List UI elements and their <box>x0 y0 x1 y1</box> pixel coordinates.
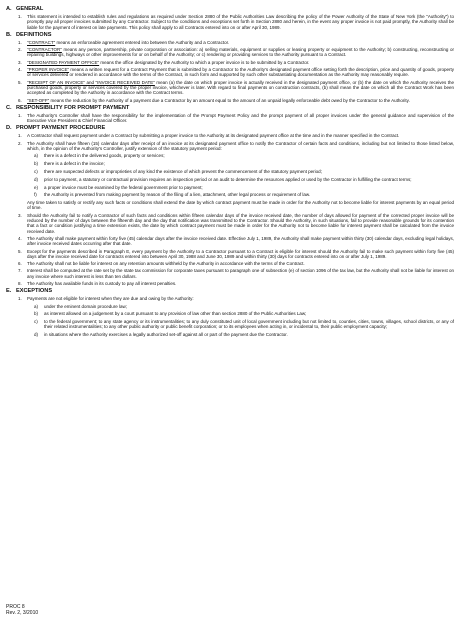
definition-item: 1. "CONTRACT" means an enforceable agreement entered into between the Authority and a Contractor. <box>18 39 230 45</box>
document-code: PROC 8 <box>6 604 25 610</box>
defined-term: "DESIGNATED PAYMENT OFFICE" <box>27 59 100 65</box>
list-item: 6. The Authority shall not be liable for interest on any retention amounts withheld by the Authority in accordance with the terms of the Contract. <box>18 261 305 267</box>
list-item: 3. Should the Authority fail to notify a Contractor of such facts and conditions within fifteen calendar days of the invoice received date, the number of days allowed for payment of the corrected proper invoice will be reduced by the number of days between the fifteenth day and the day that notification was transmitted to the Contractor. Should the Authority, in such situations, fail to provide reasonable grounds for its contention that a fact or condition justifying a time extension exists, the date by which contract payment must be made in order for the Authority not to become liable for interest payment shall be calculated from the invoice received date. <box>18 212 454 234</box>
defined-term: "SET-OFF" <box>27 97 50 103</box>
definition-item: 2. "CONTRACTOR" means any person, partnership, private corporation or association: a) selling materials, equipment or supplies or leasing property or equipment to the Authority; b) constructing, reconstructing or repairing buildings, highways or other improvements for or on behalf of the Authority; or c) rendering or providing services to the Authority pursuant to a Contract. <box>18 47 454 58</box>
definition-item: 4. "PROPER INVOICE" means a written request for a Contract Payment that is submitted by a Contractor to the Authority's designated payment office setting forth the description, price and quantity of goods, property or services delivered or rendered in accordance with the terms of the Contract, in such form and supported by such other substantiating documentation as the Authority may reasonably require. <box>18 67 455 78</box>
definition-item: 3. "DESIGNATED PAYMENT OFFICE" means the office designated by the Authority to which a proper invoice is to be submitted by a Contractor. <box>18 59 310 65</box>
policy-document <box>6 4 454 340</box>
sub-list-item: a) under the eminent domain procedure law; <box>34 303 128 309</box>
definition-item: 5. "RECEIPT OF AN INVOICE" and "INVOICE RECEIVED DATE" mean (a) the date on which proper invoice is actually received in the designated payment office, or (b) the date on which the Authority receives the purchased goods, property or services covered by the proper invoice, whichever is later. With regard to final payments on construction contracts, (b) shall mean the date on which all the Contract Work has been accepted as completed by the Authority in accordance with the Contract terms. <box>18 79 454 96</box>
section-heading: E. EXCEPTIONS <box>6 288 53 295</box>
defined-term: "CONTRACTOR" <box>27 47 62 53</box>
sub-list-item: c) there are suspected defects or improprieties of any kind the existence of which prevent the commencement of the statutory payment period; <box>34 168 322 174</box>
paragraph: Any time taken to satisfy or rectify any such facts or conditions shall extend the date by which contract payment must be made in order for the Authority not to become liable for interest payments by an equal period of time. <box>27 200 454 211</box>
defined-term: "CONTRACT" <box>27 39 56 45</box>
sub-list-item: b) there is a defect in the invoice; <box>34 161 105 167</box>
section-heading: A. GENERAL <box>6 6 44 12</box>
sub-list-item: d) in situations where the Authority exercises a legally authorized set-off against all or part of the payment due the Contractor. <box>34 332 288 338</box>
section-heading: C. RESPONSIBILITY FOR PROMPT PAYMENT <box>6 104 130 111</box>
sub-list-item: d) prior to payment, a statutory or contractual provision requires an inspection period or an audit to determine the resources applied or used by the Contractor in fulfilling the contract terms; <box>34 176 412 182</box>
defined-term: "PROPER INVOICE" <box>27 67 70 73</box>
sub-list-item: e) a proper invoice must be examined by the federal government prior to payment; <box>34 184 203 190</box>
sub-list-item: c) to the federal government; to any state agency or its instrumentalities; to any duly constituted unit of local government including but not limited to, counties, cities, towns, villages, school districts, or any of their related instrumentalities; to any other public authority or public benefit corporation; or to its employees when acting in, or incidental to, their public employment capacity; <box>34 319 454 330</box>
section-heading: D. PROMPT PAYMENT PROCEDURE <box>6 125 106 132</box>
list-item: 8. The Authority has available funds in its custody to pay all interest penalties. <box>18 280 177 286</box>
defined-term: "RECEIPT OF AN INVOICE" and "INVOICE RECEIVED DATE" <box>27 79 155 85</box>
list-item: 7. Interest shall be computed at the rate set by the state tax commission for corporate taxes pursuant to paragraph one of subsection (e) of section 1096 of the tax law, but the Authority shall not be liable for interest on any invoice where such interest is less than ten dollars. <box>18 268 454 279</box>
list-item: 1. The Authority's Controller shall have the responsibility for the implementation of the Prompt Payment Policy and the prompt payment of all proper invoices under the general guidance and supervision of the Executive Vice President & Chief Financial Officer. <box>18 112 454 124</box>
revision-label: Rev. 2, 3/2010 <box>6 610 39 616</box>
page-footer <box>6 604 38 616</box>
section-heading: B. DEFINITIONS <box>6 31 52 38</box>
sub-list-item: a) there is a defect in the delivered goods, property or services; <box>34 153 165 159</box>
sub-list-item: f) the Authority is prevented from making payment by reason of the filing of a lien, attachment, other legal process or requirement of law. <box>34 192 311 198</box>
list-item: 4. The Authority shall make payment within forty five (45) calendar days after the invoice received date. Effective July 1, 1989, the Authority shall make payment within thirty (30) calendar days, excluding legal holidays, after invoice received dates occurring after that date. <box>18 235 454 247</box>
list-item: 1. A Contractor shall request payment under a Contract by submitting a proper invoice to the Authority at its designated payment office at the time and in the manner specified in the Contract. <box>18 133 400 139</box>
list-item: 1. This statement is intended to establish rules and regulations as required under Section 2880 of the Public Authorities Law describing the policy of the Power Authority of the State of New York (the "Authority") to promptly pay all proper invoices submitted by any Contractor. Subject to the conditions and exceptions set forth in Section 2880 and herein, in the event any proper invoice is not paid promptly, the Authority shall be liable for the payment of interest on late payments. This policy shall apply to all Contracts entered into on or after April 30, 1989. <box>18 14 454 30</box>
list-item: 1. Payments are not eligible for interest when they are due and owing by the Authority: <box>18 296 194 302</box>
sub-list-item: b) as interest allowed on a judgement by a court pursuant to any provision of law other than section 2880 of the Public Authorities Law; <box>34 311 307 317</box>
list-item: 2. The Authority shall have fifteen (15) calendar days after receipt of an invoice at its designated payment office to notify the Contractor of certain facts and conditions, including but not limited to those listed below, which, in the opinion of the Authority's Controller, justify extension of the statutory payment period: <box>18 140 454 152</box>
list-item: 5. Except for the payments described in Paragraph E, every payment by the Authority to a Contractor pursuant to a Contract is eligible for interest should the Authority fail to make such payment within forty five (45) days after the invoice received date for contracts entered into between April 30, 1988 and June 30, 1989 and within thirty (30) days for contracts entered into on or after July 1, 1989. <box>18 248 454 259</box>
definition-item: 6. "SET-OFF" means the reduction by the Authority of a payment due a Contractor by an amount equal to the amount of an unpaid legally enforceable debt owed by the Contractor to the Authority. <box>18 97 410 103</box>
